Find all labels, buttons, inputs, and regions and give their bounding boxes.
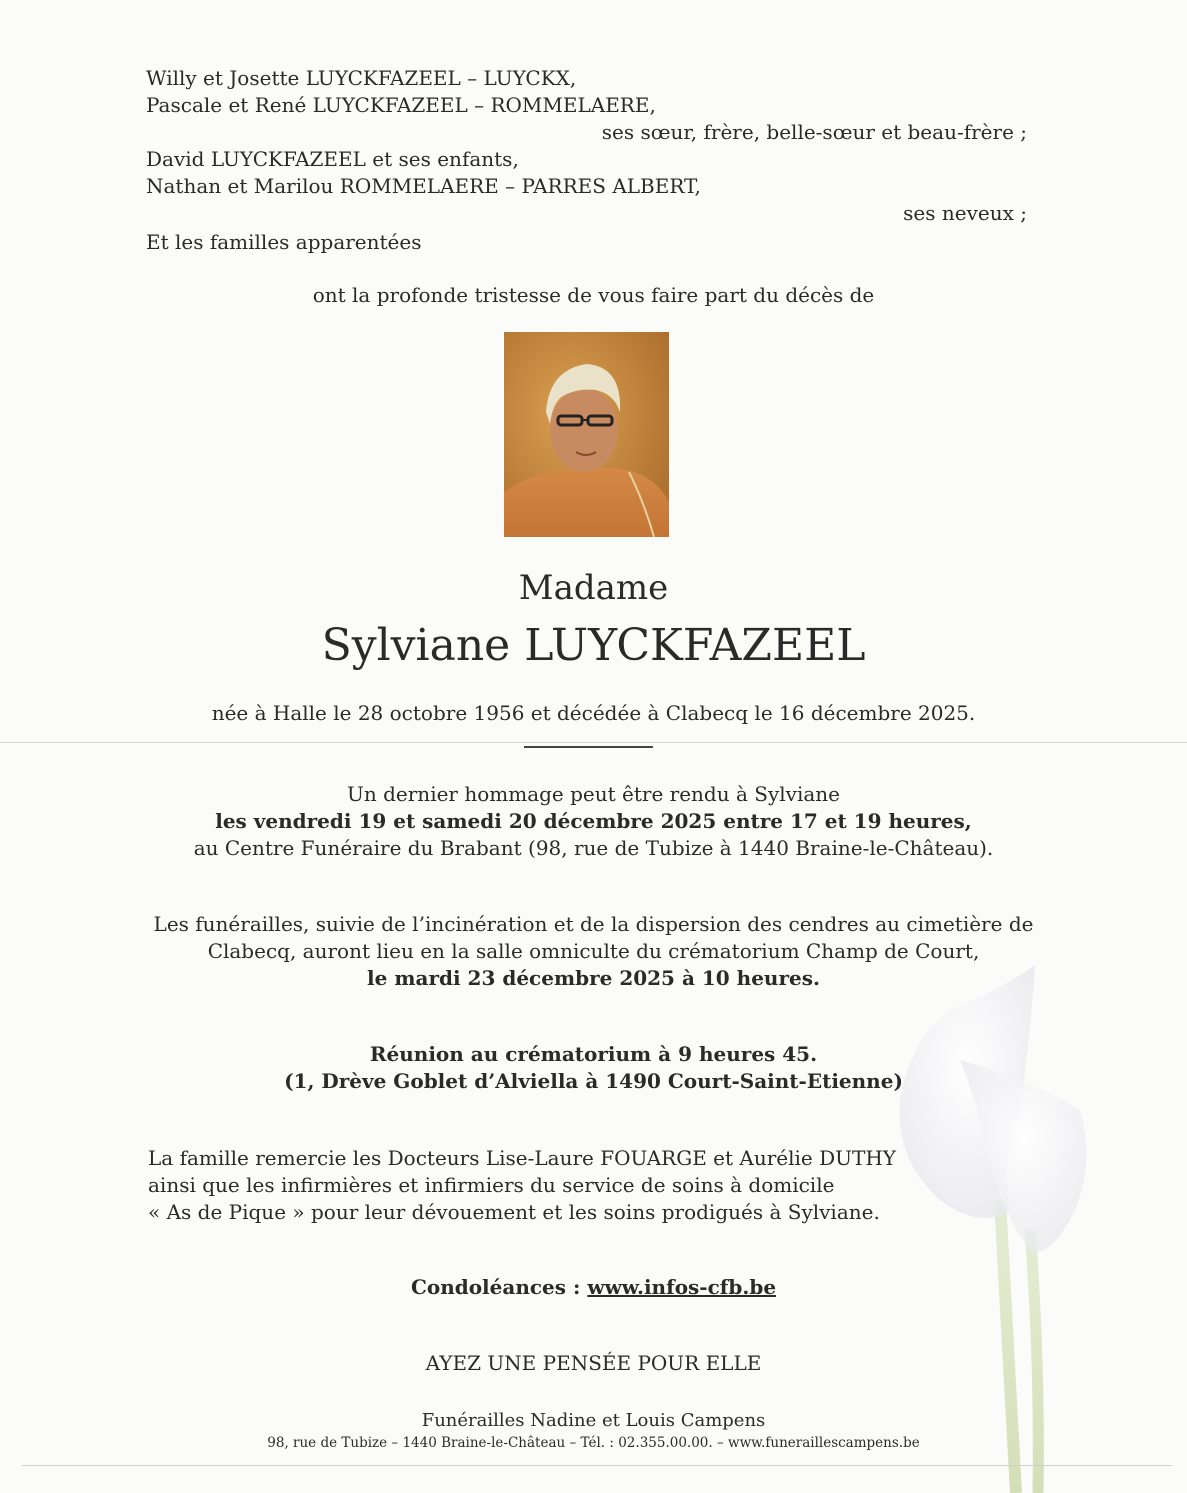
- pensee-text: AYEZ UNE PENSÉE POUR ELLE: [425, 1351, 762, 1375]
- family-line-5: Et les familles apparentées: [146, 230, 422, 254]
- reunion-line-1: Réunion au crématorium à 9 heures 45.: [369, 1042, 818, 1066]
- reunion-line-2: (1, Drève Goblet d’Alviella à 1490 Court-Saint-Etienne): [284, 1069, 903, 1093]
- remerciements-line-3: « As de Pique » pour leur dévouement et les soins prodigués à Sylviane.: [148, 1200, 880, 1224]
- bottom-line: [22, 1465, 1172, 1466]
- family-line-4: Nathan et Marilou ROMMELAERE – PARRES ALBERT,: [146, 174, 701, 198]
- family-line-2: Pascale et René LUYCKFAZEEL – ROMMELAERE,: [146, 93, 656, 117]
- hommage-line-2: les vendredi 19 et samedi 20 décembre 2025 entre 17 et 19 heures,: [215, 809, 972, 833]
- portrait-photo: [504, 332, 669, 537]
- family-relation-2: ses neveux ;: [903, 201, 1027, 225]
- hommage-line-1: Un dernier hommage peut être rendu à Sylviane: [347, 782, 840, 806]
- deceased-name: Sylviane LUYCKFAZEEL: [321, 620, 866, 671]
- family-line-1: Willy et Josette LUYCKFAZEEL – LUYCKX,: [146, 66, 577, 90]
- family-relation-1: ses sœur, frère, belle-sœur et beau-frère ;: [601, 120, 1027, 144]
- deceased-title: Madame: [518, 568, 669, 608]
- condoleances-link[interactable]: www.infos-cfb.be: [587, 1275, 777, 1299]
- family-line-3: David LUYCKFAZEEL et ses enfants,: [146, 147, 519, 171]
- announcement-text: ont la profonde tristesse de vous faire part du décès de: [312, 283, 875, 307]
- hommage-line-3: au Centre Funéraire du Brabant (98, rue de Tubize à 1440 Braine-le-Château).: [193, 836, 994, 860]
- funerailles-line-3: le mardi 23 décembre 2025 à 10 heures.: [367, 966, 820, 990]
- fold-line: [0, 742, 1187, 743]
- deceased-dates: née à Halle le 28 octobre 1956 et décédée à Clabecq le 16 décembre 2025.: [211, 701, 976, 725]
- funerailles-line-2: Clabecq, auront lieu en la salle omniculte du crématorium Champ de Court,: [207, 939, 980, 963]
- separator-line: [524, 746, 653, 748]
- funerailles-line-1: Les funérailles, suivie de l’incinération et de la dispersion des cendres au cimetière de: [153, 912, 1034, 936]
- condoleances-label: Condoléances :: [410, 1275, 588, 1299]
- condoleances: [0, 1274, 1187, 1300]
- footer-address: 98, rue de Tubize – 1440 Braine-le-Château – Tél. : 02.355.00.00. – www.funeraillescampens.be: [267, 1435, 920, 1451]
- remerciements-line-1: La famille remercie les Docteurs Lise-Laure FOUARGE et Aurélie DUTHY: [148, 1146, 896, 1170]
- remerciements-line-2: ainsi que les infirmières et infirmiers du service de soins à domicile: [148, 1173, 835, 1197]
- footer-company: Funérailles Nadine et Louis Campens: [421, 1410, 766, 1431]
